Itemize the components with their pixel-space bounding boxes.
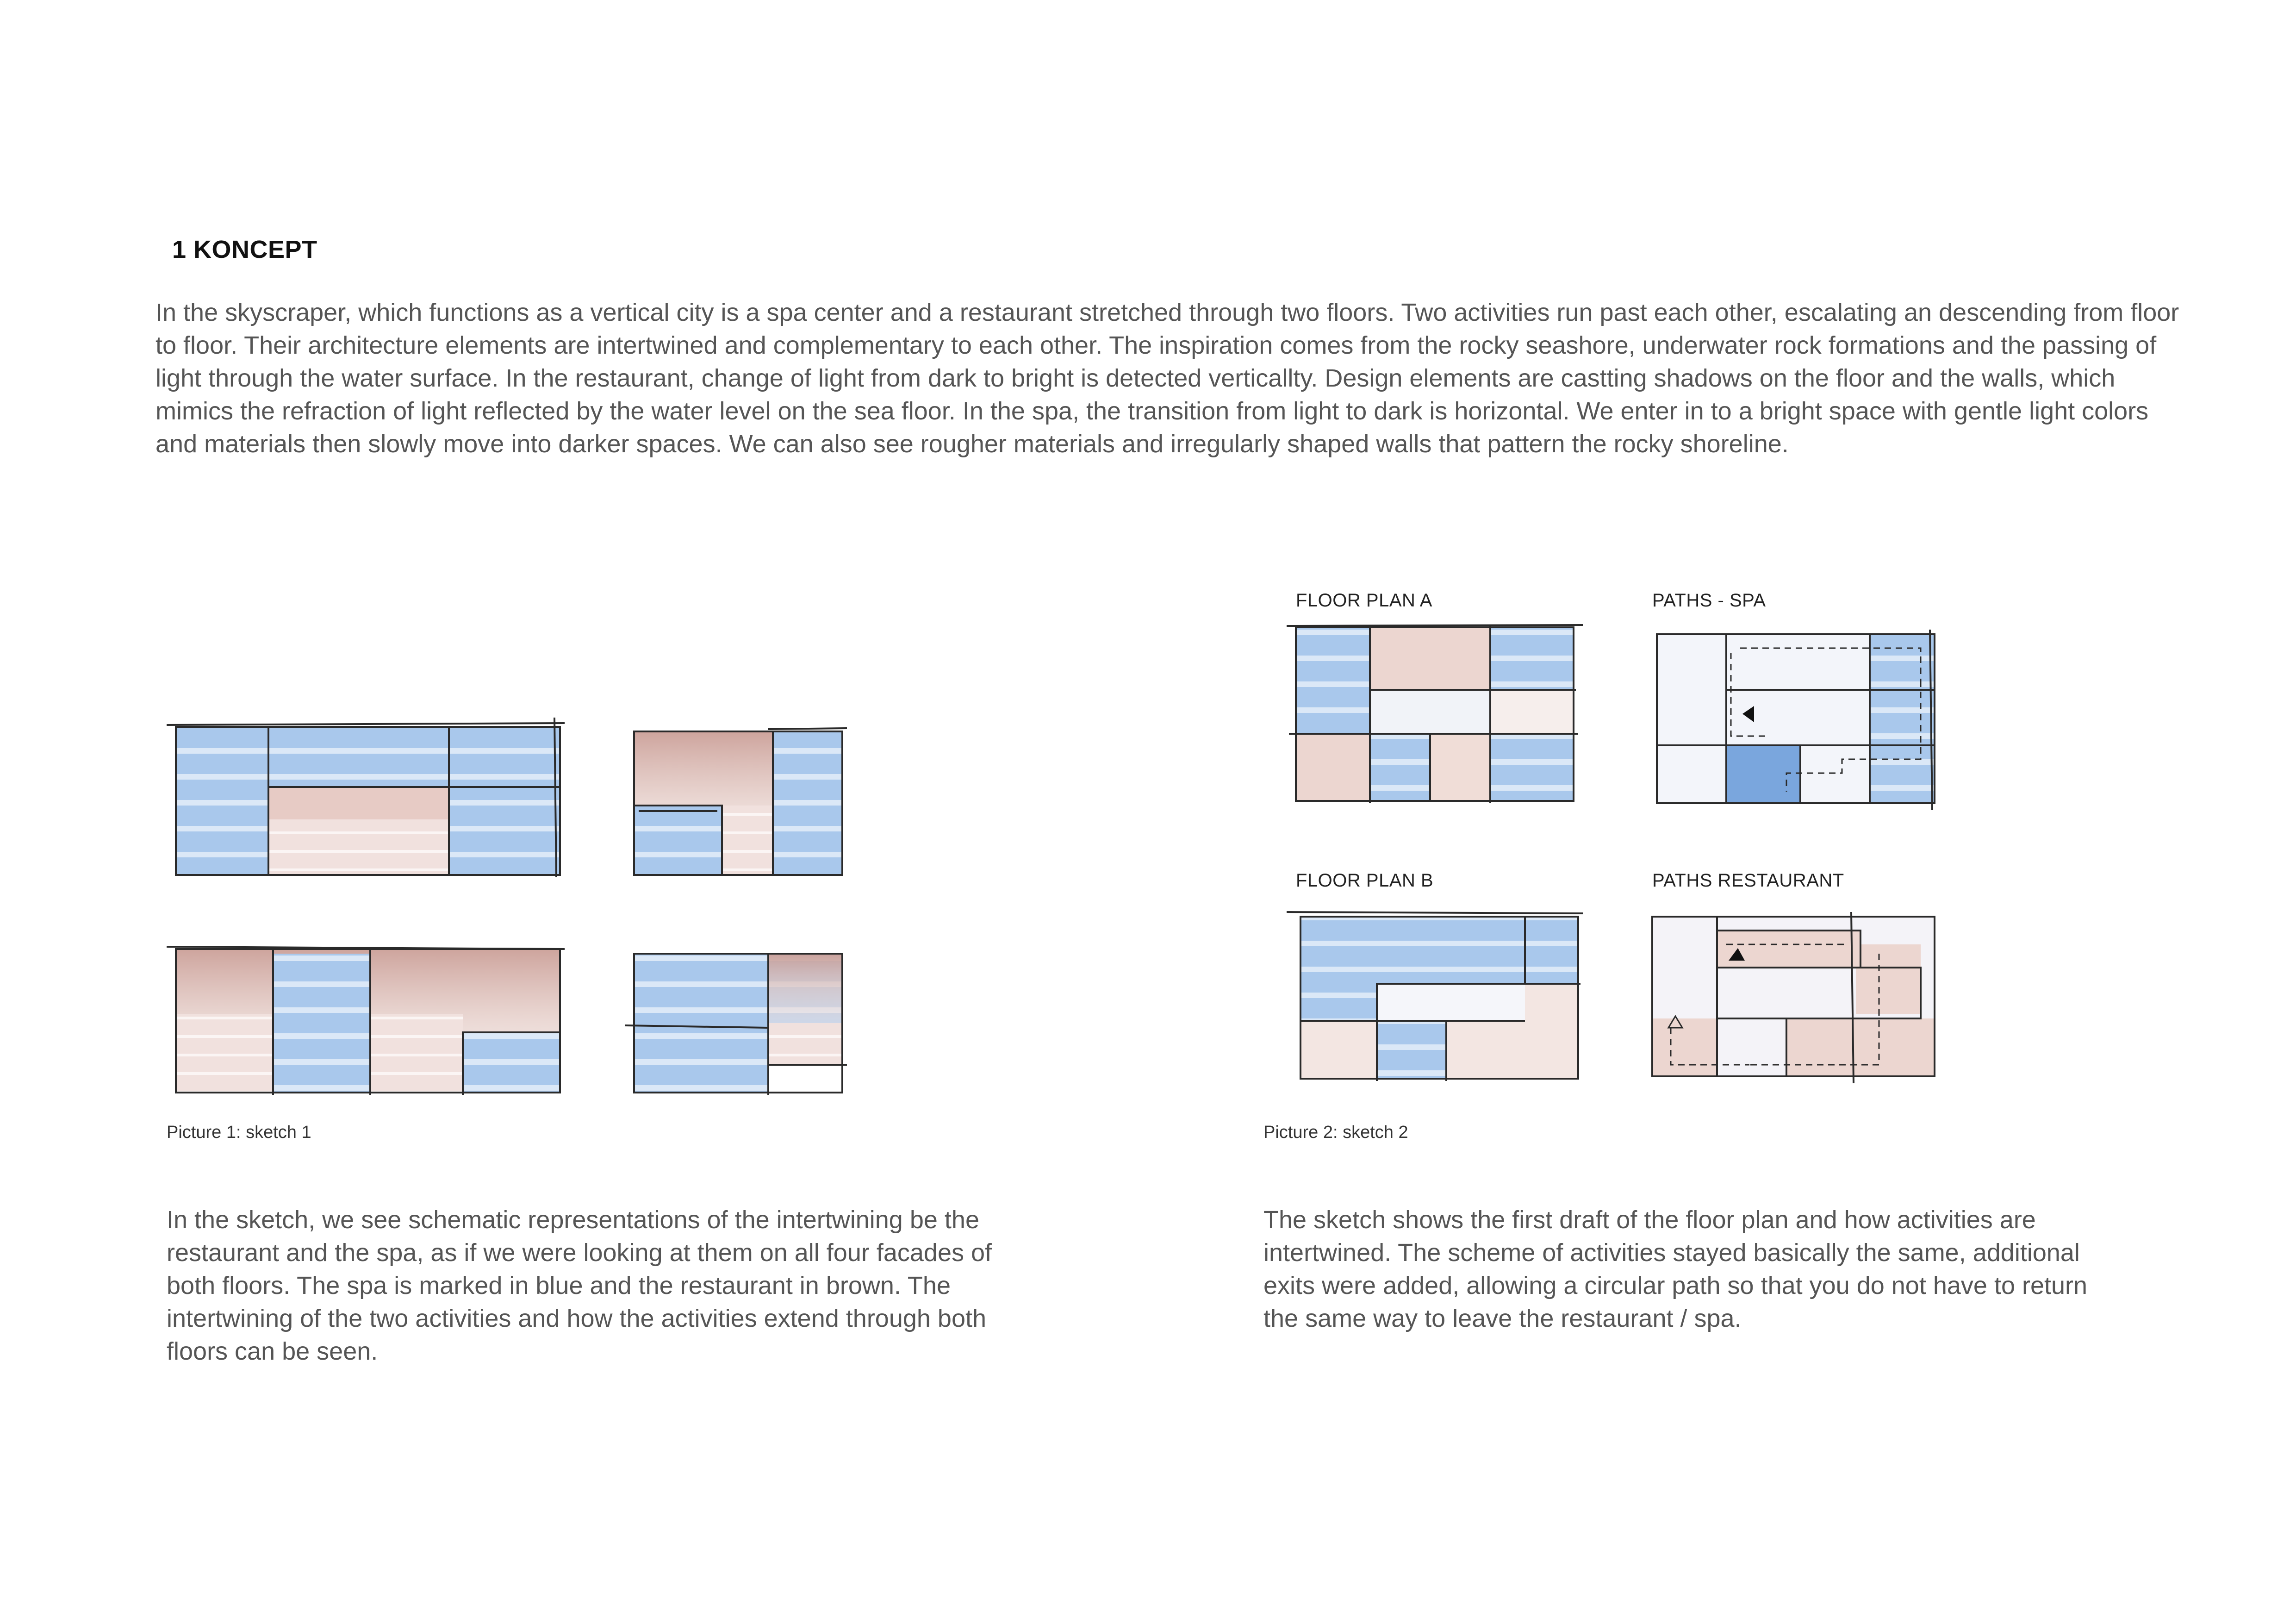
- intro-paragraph: In the skyscraper, which functions as a vertical city is a spa center and a restaurant stretched through two floors. Two activities run past each other, escalating an descending from floor to floor. Their architecture elements are intertwined and complementary to each other. The inspiration comes from the rocky seashore, underwater rock formations and the passing of light through the water surface. In the restaurant, change of light from dark to bright is detected verticallty. Design elements are castting shadows on the floor and the walls, which mimics the refraction of light reflected by the water level on the sea floor. In the spa, the transition from light to dark is horizontal. We enter in to a bright space with gentle light colors and materials then slowly move into darker spaces. We can also see rougher materials and irregularly shaped walls that pattern the rocky shoreline.: [156, 299, 2179, 458]
- label-floor-plan-b: FLOOR PLAN B: [1296, 870, 1434, 891]
- floor-plan-a: [1287, 625, 1583, 803]
- figure-2-description: The sketch shows the first draft of the floor plan and how activities are intertwined. The scheme of activities stayed basically the same, additional exits were added, allowing a circular path so that you do not have to return the same way to leave the restaurant / spa.: [1263, 1206, 2088, 1332]
- facade-elevation-2: [634, 728, 847, 875]
- label-floor-plan-a: FLOOR PLAN A: [1296, 590, 1432, 611]
- figure-1-caption: Picture 1: sketch 1: [167, 1123, 311, 1142]
- figure-2-caption: Picture 2: sketch 2: [1263, 1123, 1408, 1142]
- facade-elevation-3: [167, 947, 565, 1095]
- paths-spa-plan: [1657, 630, 1935, 810]
- label-paths-spa: PATHS - SPA: [1652, 590, 1766, 611]
- paths-restaurant-plan: [1652, 912, 1935, 1083]
- facade-elevation-1: [167, 718, 565, 877]
- label-paths-restaurant: PATHS RESTAURANT: [1652, 870, 1844, 891]
- sketch-2-figure: [1287, 620, 1953, 1097]
- section-heading: 1 KONCEPT: [172, 236, 317, 263]
- floor-plan-b: [1287, 912, 1583, 1081]
- figure-1-description: In the sketch, we see schematic representations of the intertwining be the restaurant and the spa, as if we were looking at them on all four facades of both floors. The spa is marked in blue and the restaurant in brown. The intertwining of the two activities and how the activities extend through both floors can be seen.: [167, 1206, 992, 1365]
- sketch-1-figure: [167, 713, 861, 1106]
- facade-elevation-4: [625, 954, 847, 1095]
